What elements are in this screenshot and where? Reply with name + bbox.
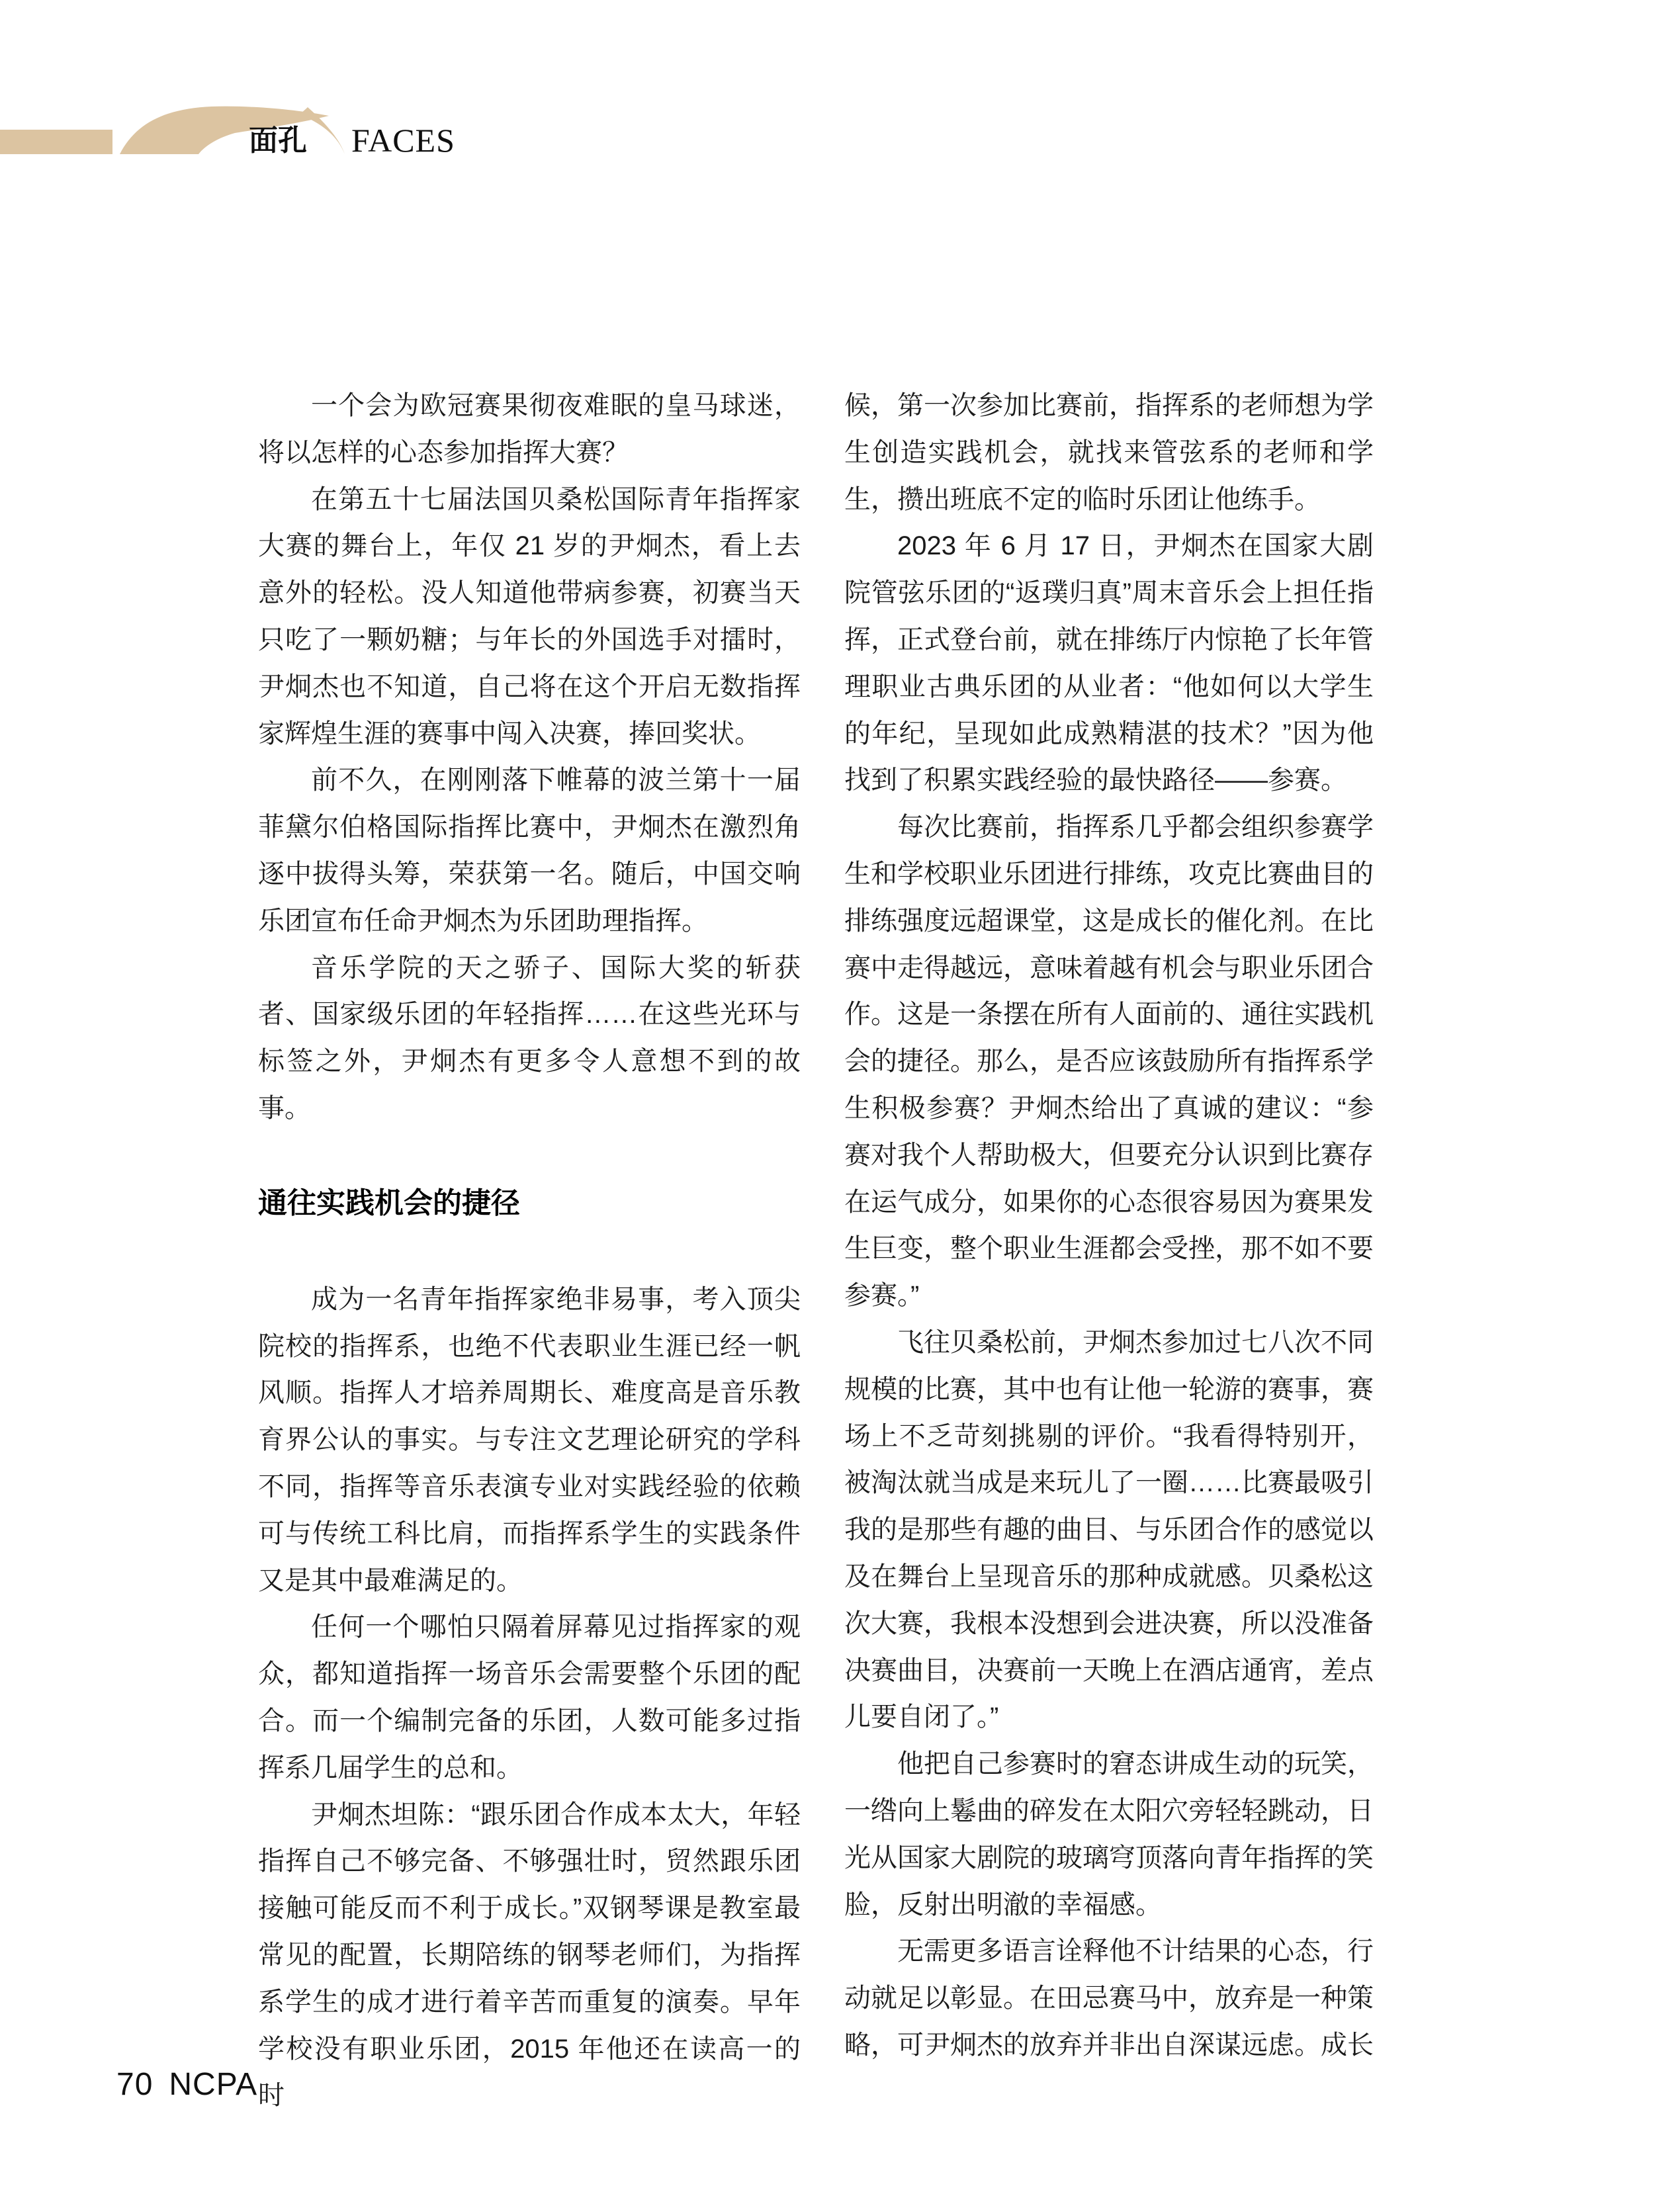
- paragraph: 前不久，在刚刚落下帷幕的波兰第十一届菲黛尔伯格国际指挥比赛中，尹炯杰在激烈角逐中拔得头筹，荣获第一名。随后，中国交响乐团宣布任命尹炯杰为乐团助理指挥。: [258, 766, 801, 936]
- paragraph: 2023 年 6 月 17 日，尹炯杰在国家大剧院管弦乐团的“返璞归真”周末音乐会上担任指挥，正式登台前，就在排练厅内惊艳了长年管理职业古典乐团的从业者：“他如何以大学生的年纪，呈现如此成熟精湛的技术？”因为他找到了积累实践经验的最快路径——参赛。: [844, 531, 1374, 795]
- paragraph: 音乐学院的天之骄子、国际大奖的斩获者、国家级乐团的年轻指挥……在这些光环与标签之外，尹炯杰有更多令人意想不到的故事。: [258, 953, 801, 1123]
- section-title-cn: 面孔: [249, 124, 307, 157]
- section-heading: 通往实践机会的捷径: [258, 1186, 520, 1219]
- section-title-en: FACES: [351, 122, 455, 159]
- paragraph: 一个会为欧冠赛果彻夜难眠的皇马球迷，将以怎样的心态参加指挥大赛？: [258, 391, 801, 467]
- paragraph: 他把自己参赛时的窘态讲成生动的玩笑，一绺向上鬈曲的碎发在太阳穴旁轻轻跳动，日光从国家大剧院的玻璃穹顶落向青年指挥的笑脸，反射出明澈的幸福感。: [844, 1749, 1374, 1919]
- paragraph: 在第五十七届法国贝桑松国际青年指挥家大赛的舞台上，年仅 21 岁的尹炯杰，看上去意外的轻松。没人知道他带病参赛，初赛当天只吃了一颗奶糖；与年长的外国选手对擂时，尹炯杰也不知道，自己将在这个开启无数指挥家辉煌生涯的赛事中闯入决赛，捧回奖状。: [258, 484, 801, 748]
- paragraph: 成为一名青年指挥家绝非易事，考入顶尖院校的指挥系，也绝不代表职业生涯已经一帆风顺。指挥人才培养周期长、难度高是音乐教育界公认的事实。与专注文艺理论研究的学科不同，指挥等音乐表演专业对实践经验的依赖可与传统工科比肩，而指挥系学生的实践条件又是其中最难满足的。: [258, 1284, 801, 1595]
- left-column: [258, 382, 801, 2119]
- paragraph: 飞往贝桑松前，尹炯杰参加过七八次不同规模的比赛，其中也有让他一轮游的赛事，赛场上不乏苛刻挑剔的评价。“我看得特别开，被淘汰就当成是来玩儿了一圈……比赛最吸引我的是那些有趣的曲目、与乐团合作的感觉以及在舞台上呈现音乐的那种成就感。贝桑松这次大赛，我根本没想到会进决赛，所以没准备决赛曲目，决赛前一天晚上在酒店通宵，差点儿要自闭了。”: [844, 1327, 1374, 1732]
- paragraph: 无需更多语言诠释他不计结果的心态，行动就足以彰显。在田忌赛马中，放弃是一种策略，可尹炯杰的放弃并非出自深谋远虑。成长: [844, 1937, 1374, 2060]
- paragraph: 候，第一次参加比赛前，指挥系的老师想为学生创造实践机会，就找来管弦系的老师和学生，攒出班底不定的临时乐团让他练手。: [844, 391, 1374, 514]
- page-number: 70: [116, 2067, 154, 2102]
- right-column: [844, 382, 1374, 2069]
- paragraph: 任何一个哪怕只隔着屏幕见过指挥家的观众，都知道指挥一场音乐会需要整个乐团的配合。而一个编制完备的乐团，人数可能多过指挥系几届学生的总和。: [258, 1612, 801, 1782]
- paragraph: 尹炯杰坦陈：“跟乐团合作成本太大，年轻指挥自己不够完备、不够强壮时，贸然跟乐团接触可能反而不利于成长。”双钢琴课是教室最常见的配置，长期陪练的钢琴老师们，为指挥系学生的成才进行着辛苦而重复的演奏。早年学校没有职业乐团，2015 年他还在读高一的时: [258, 1800, 801, 2111]
- swoosh-bar: [0, 130, 112, 154]
- magazine-brand: NCPA: [169, 2067, 258, 2102]
- page-footer: [116, 2068, 257, 2101]
- paragraph: 每次比赛前，指挥系几乎都会组织参赛学生和学校职业乐团进行排练，攻克比赛曲目的排练强度远超课堂，这是成长的催化剂。在比赛中走得越远，意味着越有机会与职业乐团合作。这是一条摆在所有人面前的、通往实践机会的捷径。那么，是否应该鼓励所有指挥系学生积极参赛？尹炯杰给出了真诚的建议：“参赛对我个人帮助极大，但要充分认识到比赛存在运气成分，如果你的心态很容易因为赛果发生巨变，整个职业生涯都会受挫，那不如不要参赛。”: [844, 812, 1374, 1311]
